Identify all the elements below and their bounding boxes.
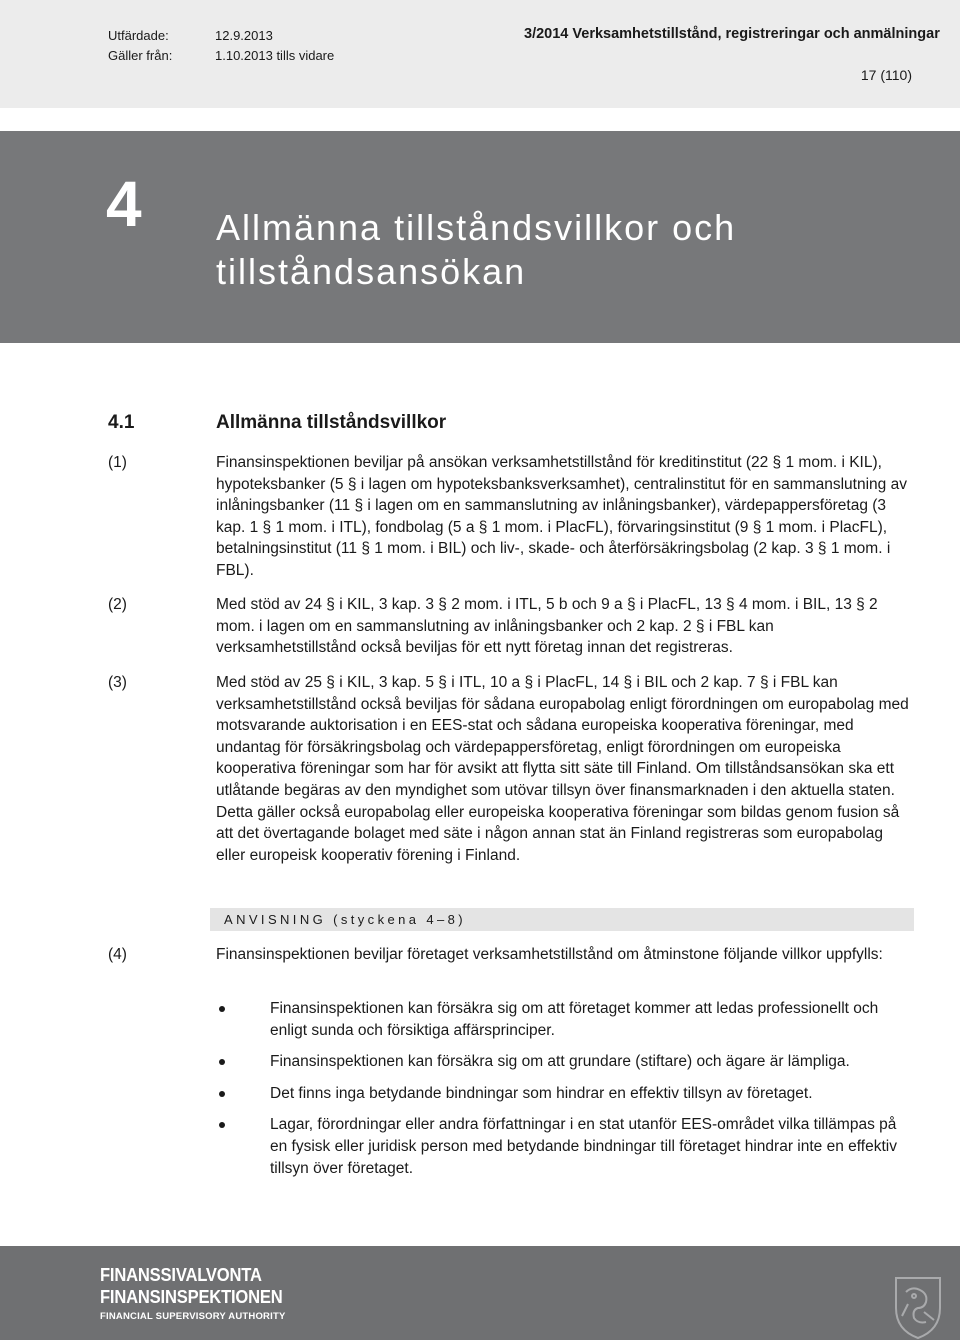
lion-emblem-icon bbox=[888, 1268, 948, 1340]
bullet-icon bbox=[219, 1006, 225, 1012]
list-item bbox=[216, 1114, 916, 1179]
list-item bbox=[216, 1051, 916, 1073]
conditions-list bbox=[216, 998, 916, 1189]
list-item-text: Finansinspektionen kan försäkra sig om att grundare (stiftare) och ägare är lämpliga. bbox=[270, 1053, 850, 1071]
guidance-bar bbox=[210, 908, 914, 931]
page-number: 17 (110) bbox=[860, 67, 912, 83]
bullet-icon bbox=[219, 1091, 225, 1097]
list-item-text: Finansinspektionen kan försäkra sig om att företaget kommer att ledas professionellt och enligt sunda och försiktiga affärsprinciper. bbox=[270, 1000, 879, 1039]
section-title: Allmänna tillståndsvillkor bbox=[216, 412, 447, 433]
guidance-label: ANVISNING (styckena 4–8) bbox=[224, 912, 466, 927]
paragraph-number: (4) bbox=[108, 946, 127, 963]
bullet-icon bbox=[219, 1122, 225, 1128]
page-header bbox=[0, 0, 960, 108]
list-item-text: Lagar, förordningar eller andra författningar i en stat utanför EES-området vilka tillämpas på en fysisk eller juridisk person med betydande bindningar till företaget hindrar inte en effektiv tillsyn över företaget. bbox=[270, 1116, 897, 1177]
bullet-icon bbox=[219, 1059, 225, 1065]
paragraph-number: (2) bbox=[108, 596, 127, 613]
paragraph-number: (3) bbox=[108, 674, 127, 691]
issued-label: Utfärdade: bbox=[108, 28, 169, 43]
issued-date: 12.9.2013 bbox=[215, 28, 273, 43]
paragraph-text: Med stöd av 25 § i KIL, 3 kap. 5 § i ITL, 10 a § i PlacFL, 14 § i BIL och 2 kap. 7 § i FBL kan verksamhetstillstånd också beviljas för sådana europabolag enligt förordningen om europabolag med motsvarande auktorisation i en EES-stat och sådana europeiska kooperativa föreningar, med undantag för försäkringsbolag och värdepappersföretag, enligt förordningen om europeiska kooperativa föreningar som har för avsikt att flytta sitt säte till Finland. Om tillståndsansökan ska ett utlåtande begäras av den myndighet som utövar tillsyn över finansmarknaden i den aktuella staten. Detta gäller också europabolag eller europeiska kooperativa föreningar som bildas genom fusion så att det övertagande bolaget med säte i någon annan stat än Finland registreras som europabolag eller europeisk kooperativ förening i Finland. bbox=[216, 674, 909, 864]
logo-line-finnish: FINANSSIVALVONTA bbox=[100, 1265, 262, 1285]
list-item bbox=[216, 998, 916, 1041]
chapter-number: 4 bbox=[106, 168, 142, 240]
logo-line-english: FINANCIAL SUPERVISORY AUTHORITY bbox=[100, 1311, 286, 1322]
list-item bbox=[216, 1083, 916, 1105]
valid-from-date: 1.10.2013 tills vidare bbox=[215, 48, 335, 63]
section-number: 4.1 bbox=[108, 412, 135, 433]
paragraph-text: Med stöd av 24 § i KIL, 3 kap. 3 § 2 mom. i ITL, 5 b och 9 a § i PlacFL, 13 § 4 mom. i BIL, 13 § 2 mom. i lagen om en sammanslutning av inlåningsbanker och 2 kap. 2 § i FBL kan verksamhetstillstånd också beviljas för ett nytt företag innan det registreras. bbox=[216, 596, 878, 657]
logo-line-swedish: FINANSINSPEKTIONEN bbox=[100, 1287, 283, 1307]
paragraph-text: Finansinspektionen beviljar på ansökan verksamhetstillstånd för kreditinstitut (22 § 1 mom. i KIL), hypoteksbanker (5 § i lagen om hypoteksbanksverksamhet), centralinstitut för en sammanslutning av inlåningsbanker (11 § i lagen om en sammanslutning av inlåningsbanker), värdepappersföretag (3 kap. 1 § 1 mom. i ITL), fondbolag (5 a § 1 mom. i PlacFL), förvaringsinstitut (9 § 1 mom. i PlacFL), betalningsinstitut (11 § 1 mom. i BIL) och liv-, skade- och återförsäkringsbolag (2 kap. 3 § 1 mom. i FBL). bbox=[216, 454, 907, 579]
chapter-title: Allmänna tillståndsvillkor och tillståndsansökan bbox=[216, 207, 737, 292]
paragraph-text: Finansinspektionen beviljar företaget verksamhetstillstånd om åtminstone följande villkor uppfylls: bbox=[216, 946, 883, 963]
valid-from-label: Gäller från: bbox=[108, 48, 173, 63]
list-item-text: Det finns inga betydande bindningar som hindrar en effektiv tillsyn av företaget. bbox=[270, 1084, 813, 1102]
page-footer bbox=[0, 1246, 960, 1340]
paragraph-number: (1) bbox=[108, 454, 127, 471]
document-title: 3/2014 Verksamhetstillstånd, registreringar och anmälningar bbox=[524, 26, 940, 42]
